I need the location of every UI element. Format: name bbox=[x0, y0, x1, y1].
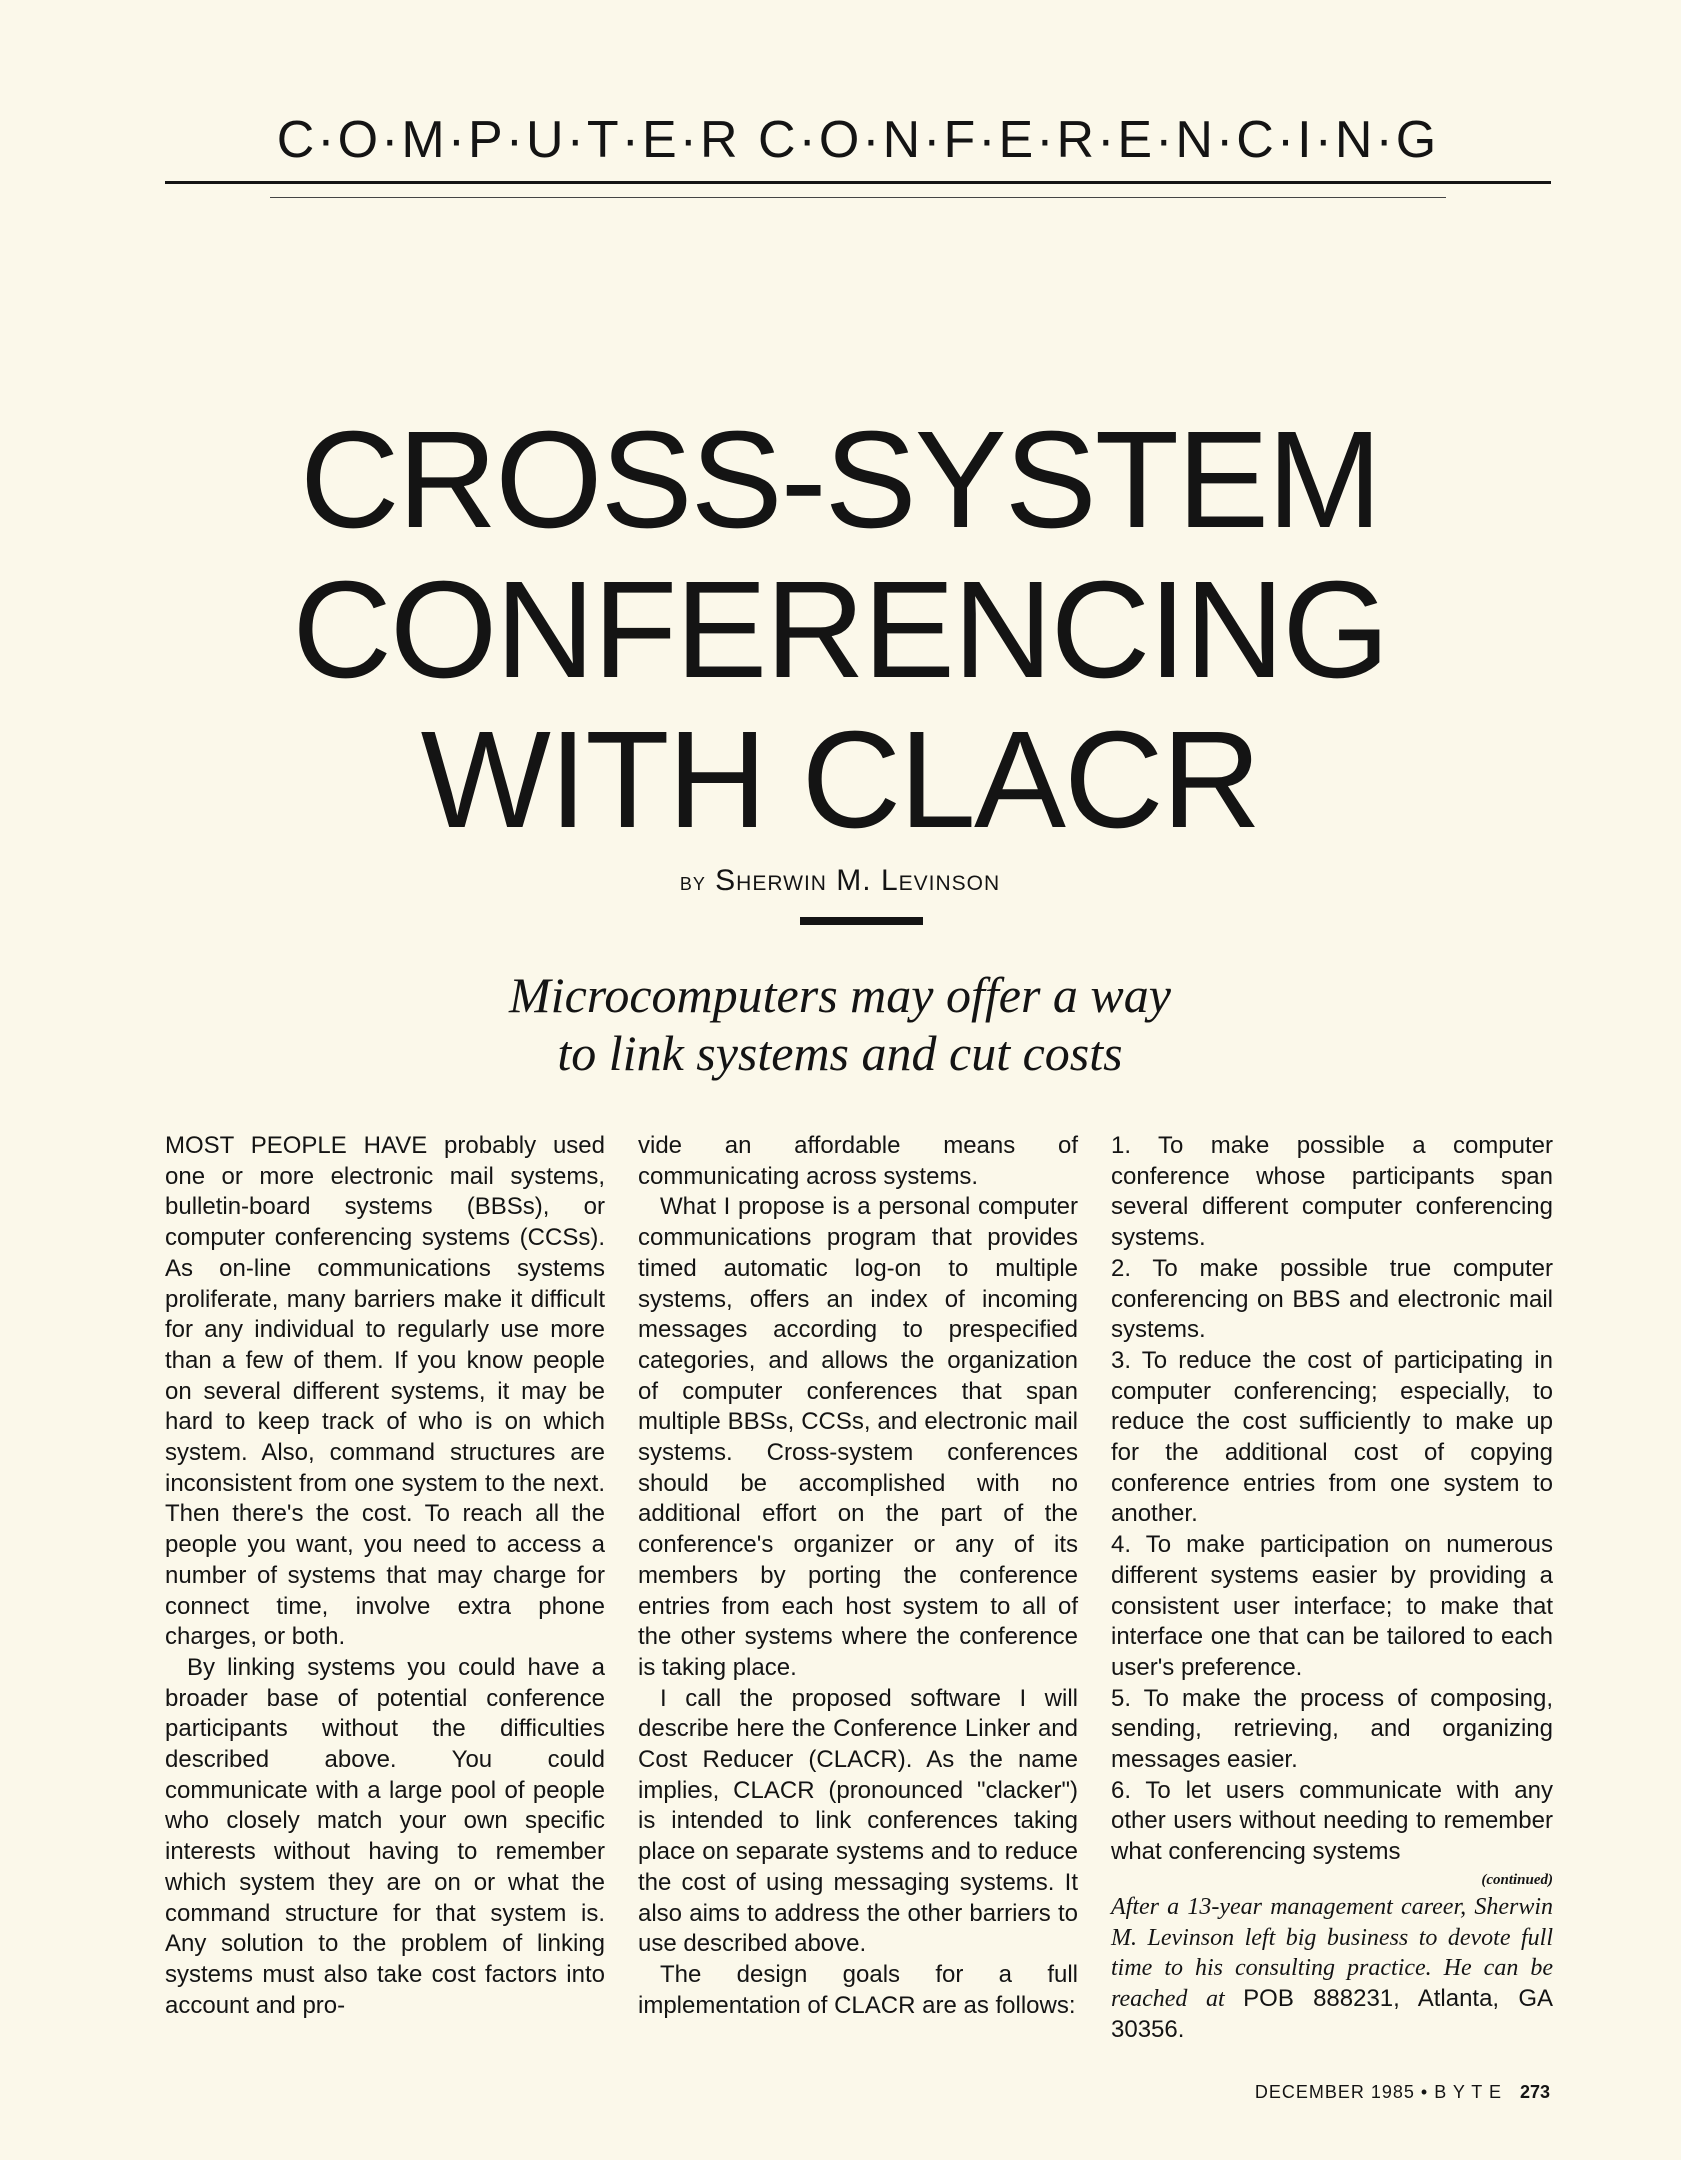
design-goal: 1. To make possible a computer conference whose participants span several different computer conferencing systems. bbox=[1111, 1132, 1553, 1252]
paragraph: MOST PEOPLE HAVE probably used one or more electronic mail systems, bulletin-board systems (BBSs), or computer conferencing systems (CCSs). As on-line communications systems proliferate, many barriers make it difficult for any individual to regularly use more than a few of them. If you know people on several different systems, it may be hard to keep track of who is on which system. Also, command structures are inconsistent from one system to the next. Then there's the cost. To reach all the people you want, you need to access a number of systems that may charge for connect time, involve extra phone charges, or both. bbox=[165, 1132, 605, 1651]
body-column-1 bbox=[165, 1131, 605, 2021]
paragraph: vide an affordable means of communicating across systems. bbox=[638, 1132, 1078, 1190]
paragraph: What I propose is a personal computer communications program that provides timed automatic log-on to multiple systems, offers an index of incoming messages according to prespecified categories, and allows the organization of computer conferences that span multiple BBSs, CCSs, and electronic mail systems. Cross-system conferences should be accomplished with no additional effort on the part of the conference's organizer or any of its members by porting the conference entries from each host system to all of the other systems where the conference is taking place. bbox=[638, 1193, 1078, 1681]
byline-by: by bbox=[679, 866, 706, 896]
design-goal: 6. To let users communicate with any other users without needing to remember what conferencing systems bbox=[1111, 1776, 1553, 1866]
byline-author: Sherwin M. Levinson bbox=[715, 864, 1001, 897]
design-goal: 3. To reduce the cost of participating in computer conferencing; especially, to reduce the cost sufficiently to make up for the additional cost of copying conference entries from one system to another. bbox=[1111, 1346, 1553, 1528]
section-header: C·O·M·P·U·T·E·R C·O·N·F·E·R·E·N·C·I·N·G bbox=[276, 111, 1440, 169]
author-bio-text: After a 13-year management career, Sherwin M. Levinson left big business to devote full time to his consulting practice. He can be reached at bbox=[1111, 1893, 1553, 2012]
author-bio bbox=[1111, 1892, 1553, 2046]
deck-line: Microcomputers may offer a way bbox=[509, 967, 1171, 1023]
header-rule-thick bbox=[165, 181, 1551, 184]
title-line: CONFERENCING bbox=[292, 553, 1388, 707]
page-number: 273 bbox=[1519, 2082, 1550, 2102]
article-title bbox=[200, 405, 1480, 855]
deck-line: to link systems and cut costs bbox=[557, 1025, 1123, 1081]
design-goal: 4. To make participation on numerous different systems easier by providing a consistent user interface; to make that interface one that can be tailored to each user's preference. bbox=[1111, 1531, 1553, 1681]
byline bbox=[400, 864, 1280, 898]
paragraph: The design goals for a full implementation of CLACR are as follows: bbox=[638, 1960, 1078, 2019]
paragraph: By linking systems you could have a broader base of potential conference participants without the difficulties described above. You could communicate with a large pool of people who closely match your own specific interests without having to remember which system they are on or what the command structure for that system is. Any solution to the problem of linking systems must also take cost factors into account and pro- bbox=[165, 1653, 605, 2019]
article-deck bbox=[360, 966, 1320, 1082]
paragraph: I call the proposed software I will describe here the Conference Linker and Cost Reducer (CLACR). As the name implies, CLACR (pronounced "clacker") is intended to link conferences taking place on separate systems and to reduce the cost of using messaging systems. It also aims to address the other barriers to use described above. bbox=[638, 1684, 1078, 1958]
author-contact: POB 888231, Atlanta, GA 30356. bbox=[1111, 1984, 1553, 2043]
body-column-3 bbox=[1111, 1131, 1553, 2045]
title-line: CROSS-SYSTEM bbox=[299, 403, 1381, 557]
title-line: WITH CLACR bbox=[420, 703, 1260, 857]
byline-bar bbox=[800, 917, 923, 925]
page-footer bbox=[1150, 2082, 1550, 2103]
footer-issue: DECEMBER 1985 • B Y T E bbox=[1254, 2082, 1502, 2102]
design-goal: 2. To make possible true computer conferencing on BBS and electronic mail systems. bbox=[1111, 1254, 1553, 1344]
body-column-2 bbox=[638, 1131, 1078, 2021]
continued-label: (continued) bbox=[1481, 1871, 1553, 1888]
header-rule-thin bbox=[270, 197, 1446, 198]
design-goal: 5. To make the process of composing, sending, retrieving, and organizing messages easier. bbox=[1111, 1684, 1553, 1774]
